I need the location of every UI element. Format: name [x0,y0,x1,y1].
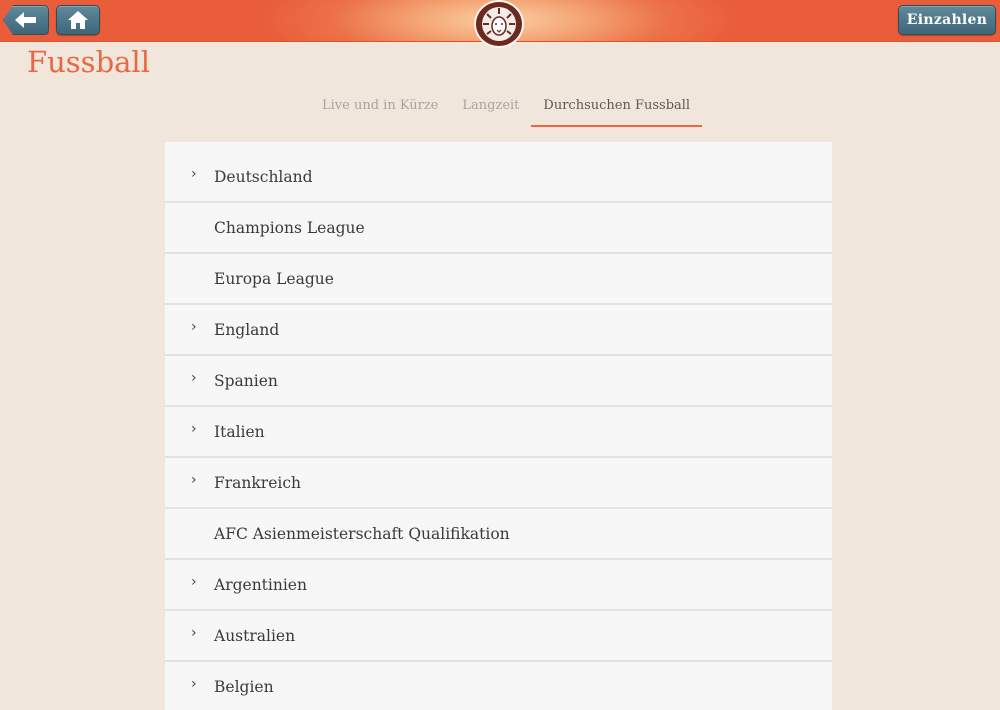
list-item-frankreich[interactable] [165,458,832,509]
list-item-england[interactable] [165,305,832,356]
chevron-right-icon: › [191,319,197,335]
arrow-left-icon [15,12,37,28]
list-item-label: AFC Asienmeisterschaft Qualifikation [214,524,510,543]
list-item-afc-qualification[interactable] [165,509,832,560]
list-item-spanien[interactable] [165,356,832,407]
home-button[interactable] [56,5,100,35]
list-item-label: Belgien [214,677,274,696]
list-item-australien[interactable] [165,611,832,662]
home-icon [68,11,88,29]
list-item-label: Italien [214,422,265,441]
list-item-deutschland[interactable] [165,152,832,203]
tab-bar [310,92,702,127]
lion-logo[interactable] [474,0,524,48]
list-item-label: Argentinien [214,575,307,594]
tab-live[interactable]: Live und in Kürze [322,98,439,113]
chevron-right-icon: › [191,625,197,641]
tab-longterm[interactable]: Langzeit [462,98,520,113]
back-button[interactable] [3,5,49,35]
chevron-right-icon: › [191,574,197,590]
page-title: Fussball [27,45,150,79]
list-item-champions-league[interactable] [165,203,832,254]
list-item-label: Spanien [214,371,278,390]
list-item-label: Australien [214,626,296,645]
list-item-label: Frankreich [214,473,301,492]
tab-browse-football[interactable]: Durchsuchen Fussball [531,92,702,127]
deposit-button[interactable]: Einzahlen [898,5,996,35]
list-item-belgien[interactable] [165,662,832,710]
list-item-label: Deutschland [214,167,313,186]
list-item-label: England [214,320,280,339]
list-item-europa-league[interactable] [165,254,832,305]
chevron-right-icon: › [191,472,197,488]
list-item-label: Champions League [214,218,365,237]
competition-list [165,142,832,710]
chevron-right-icon: › [191,421,197,437]
chevron-right-icon: › [191,676,197,692]
list-item-argentinien[interactable] [165,560,832,611]
chevron-right-icon: › [191,166,197,182]
chevron-right-icon: › [191,370,197,386]
top-bar [0,0,1000,42]
list-item-italien[interactable] [165,407,832,458]
lion-icon [481,6,517,42]
list-item-label: Europa League [214,269,334,288]
